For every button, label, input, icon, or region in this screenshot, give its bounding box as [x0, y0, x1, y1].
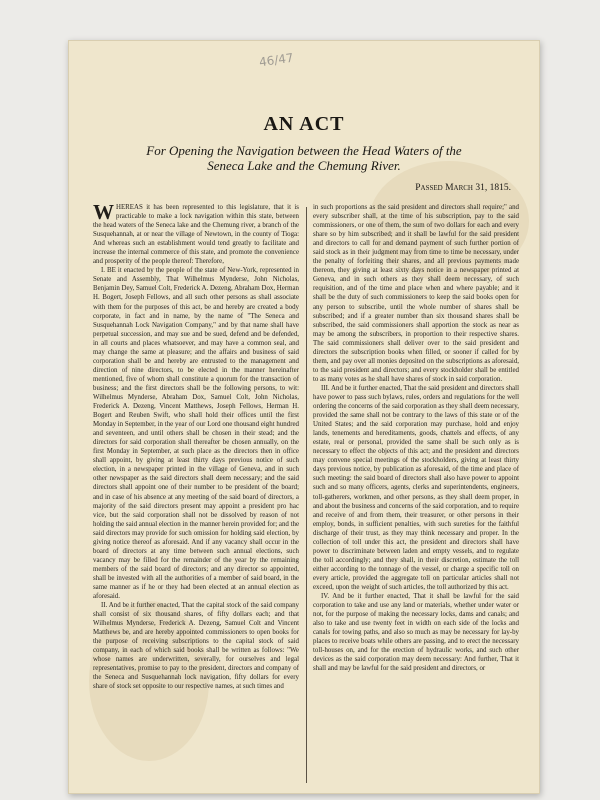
subtitle-line-1: For Opening the Navigation between the Head Waters of the [146, 143, 462, 158]
pencil-note: 46/47 [258, 50, 295, 70]
section-2: II. And be it further enacted, That the capital stock of the said company shall consist of six thousand shares, of fifty dollars each; and that Wilhelmus Mynderse, Frederick A. Dezeng, Samuel Colt and Vincent Matthews be, and are hereby appointed commissioners to open books for the purpose of receiving subscriptions to the capital stock of said company, in each of which said books shall be written as follows: "We whose names are underwritten, severally, for ourselves and legal representatives, promise to pay to the president, directors and company of the Seneca and Susquehannah lock navigation, fifty dollars for every share of stock set opposite to our respective names, at such times and [93, 602, 299, 691]
passed-date: Passed March 31, 1815. [415, 183, 511, 193]
document-page [68, 40, 540, 794]
section-4: IV. And be it further enacted, That it shall be lawful for the said corporation to take and use any land or materials, whether under water or not, for the purpose of making the necessary locks, dams and canals; and also to take and use twenty feet in width on each side of the locks and canals for towing paths, and also so much as may be necessary for lay-by places to receive boats while others are passing, and to erect the necessary toll-houses on, and for the erection of hydraulic works, and such other devices as the said corporation may deem necessary: And further, That it shall and may be lawful for the said president and directors, or [313, 593, 519, 673]
drop-cap: W [93, 203, 114, 224]
section-1: I. BE it enacted by the people of the state of New-York, represented in Senate and Assembly, That Wilhelmus Mynderse, John Nicholas, Benjamin Dey, Samuel Colt, Frederick A. Dezeng, Abraham Dox, Herman H. Bogert, Joseph Fellows, and all such other persons as shall associate with them for the purposes of this act, be and hereby are created a body corporate, in fact and in name, by the name of "The Seneca and Susquehannah Lock Navigation Company," and by that name shall have perpetual succession, and may sue and be sued, defend and be defended, in all courts and places whatsoever, and may have a common seal, and may change the same at pleasure; and the affairs and business of said corporation shall be and hereby are entrusted to the management and direction of nine directors, to be elected in the manner hereinafter mentioned, five of whom shall constitute a quorum for the transaction of business; and the first directors shall be the following persons, to wit: Wilhelmus Mynderse, Abraham Dox, Samuel Colt, John Nicholas, Frederick A. Dezeng, Vincent Matthews, Joseph Fellows, Herman H. Bogert and Reuben Swift, who shall hold their offices until the first Monday in September, in the year of our Lord one thousand eight hundred and seventeen, and until others shall be chosen in their stead; and the directors for said corporation shall thereafter be chosen annually, on the first Monday in September, at such place as the directors then in office shall appoint, by giving at least thirty days previous notice of such election, in a newspaper printed in the village of Geneva, and in such other newspaper as the said directors shall deem necessary; and the said directors shall appoint one of their number to be president of the board; and in case of his absence at any meeting of the said board of directors, a majority of the said directors present may appoint a president pro hac vice, but the said corporation shall not be dissolved by reason of not holding the said annual election in the manner herein provided for; and the said directors may provide for such omission for holding said election, by giving notice thereof as aforesaid. And if any vacancy shall occur in the board of directors at any time between such annual elections, such vacancy may be filled for the remainder of the year by the remaining members of the said board of directors; and any director so appointed, shall be invested with all the authorities of a member of said board, in the same manner as if he or they had been elected at an annual election as aforesaid. [93, 267, 299, 601]
section-2-continued: in such proportions as the said president and directors shall require;" and every subscriber shall, at the time of his subscription, pay to the said commissioners, or one of them, the sum of two dollars for each and every share so by him subscribed; and it shall be lawful for the said president and directors to call for and demand payment of such further portion of said stock as in their judgment may from time to time be necessary, under the penalty of forfeiting their shares, and all previous payments made thereon, they giving at least sixty days notice in a newspaper printed at Geneva, and in such others as they shall deem necessary, of such requisition, and of the time and place when and where payable; and it shall be the duty of such commissioners to keep the said books open for any person to subscribe, until the whole number of shares shall be subscribed; and if a greater number than six thousand shares shall be subscribed, the said commissioners shall apportion the stock as near as may be among the subscribers, in proportion to their respective shares. The said commissioners shall deliver over to the said president and directors the subscription books when filled, or sooner if called for by them, and pay over all monies deposited on the subscriptions as aforesaid, to the said president and directors; and every stockholder shall be entitled to as many votes as he shall have shares of stock in said corporation. [313, 204, 519, 383]
section-3: III. And be it further enacted, That the said president and directors shall have power to pass such bylaws, rules, orders and regulations for the well ordering the concerns of the said corporation as they shall deem necessary, provided the same shall not be contrary to the laws of this state or of the United States; and the said corporation may purchase, hold and enjoy lands, tenements and hereditaments, goods, chattels and effects, of any estate, real or personal, provided the same shall be such only as is necessary to effect the objects of this act; and the president and directors may convene special meetings of the stockholders, giving at least thirty days previous notice, by publication as aforesaid, of the time and place of such meeting: the said board of directors shall also have power to appoint such and so many officers, agents, clerks and superintendents, engineers, toll-gatherers, workmen, and other persons, as they shall deem proper, in and about the business and concerns of the said corporation, and to require and receive of and from them, their treasurer, or other persons in their employ, bonds, in sufficient penalties, with such sureties for the faithful discharge of their trust, as they may think necessary and proper. In the collection of toll under this act, the president and directors shall have power to discriminate between laden and empty vessels, and to regulate the toll accordingly; and they shall, in their discretion, estimate the toll either according to the tonnage of the vessel, or charge a specific toll on every article, provided the aggregate toll on particular articles shall not exceed, upon the weight of such articles, the toll authorized by this act. [313, 384, 519, 591]
preamble-text: HEREAS it has been represented to this legislature, that it is practicable to make a lock navigation within this state, between the head waters of the Seneca lake and the Chemung river, a branch of the Susquehannah, at or near the village of Newtown, in the county of Tioga: And whereas such an establishment would tend greatly to facilitate and increase the internal commerce of this state, and promote the convenience and prosperity of the people thereof: Therefore, [93, 204, 299, 266]
right-text-column [313, 203, 519, 785]
page-subtitle [93, 143, 515, 173]
page-title: AN ACT [263, 113, 345, 135]
paragraph-preamble [93, 203, 299, 266]
left-text-column [93, 203, 299, 785]
column-divider [306, 207, 307, 783]
subtitle-line-2: Seneca Lake and the Chemung River. [207, 158, 401, 173]
